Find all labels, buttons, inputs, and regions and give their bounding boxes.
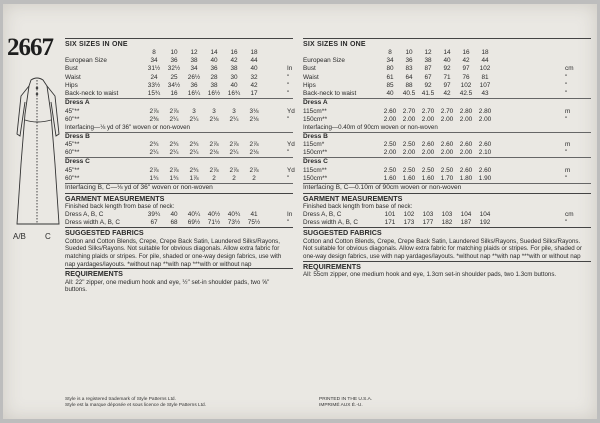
- row-label: Dress A, B, C: [303, 210, 342, 218]
- value-cell: 36: [405, 57, 413, 65]
- value-cell: 2¼: [189, 149, 199, 157]
- unit-label: m: [565, 166, 571, 174]
- value-cell: 31½: [147, 65, 161, 73]
- dress-heading: Dress A: [303, 98, 591, 108]
- value-cell: 2⅞: [229, 141, 239, 149]
- metric-column: [303, 38, 591, 279]
- suggested-fabrics-title: SUGGESTED FABRICS: [303, 227, 591, 238]
- value-cell: 2⅞: [249, 141, 259, 149]
- value-cell: 3: [232, 107, 236, 115]
- size-cell: 18: [250, 49, 258, 56]
- value-cell: 2.60: [459, 141, 473, 149]
- value-cell: 102: [460, 81, 472, 89]
- value-cell: 2⅞: [149, 107, 159, 115]
- yardage-row: [303, 167, 591, 175]
- suggested-fabrics-text: Cotton and Cotton Blends, Crepe, Crepe Back Satin, Laundered Silks/Rayons, Sueded Silks/Rayons. Not suitable for obvious diagonals. Allow extra fabric for matching plaids or stripes. For pile, shaded or one-way design fabrics, use with nap yardages/layouts. *without nap **with nap ***with or without nap: [303, 237, 582, 260]
- garment-row: [65, 219, 293, 227]
- row-label: 115cm*: [303, 141, 325, 149]
- value-cell: 102: [403, 210, 415, 218]
- value-cell: 3: [192, 107, 196, 115]
- garment-row: [303, 211, 591, 219]
- value-cell: 2.00: [383, 149, 397, 157]
- value-cell: 16½: [207, 89, 221, 97]
- value-cell: 2.00: [383, 115, 397, 123]
- interfacing-bc: Interfacing B, C—⅛ yd of 36" woven or non-woven: [65, 183, 293, 193]
- value-cell: 2: [212, 175, 216, 183]
- interfacing-note: Interfacing—0.40m of 90cm woven or non-woven: [303, 124, 438, 131]
- value-cell: 2⅜: [149, 115, 159, 123]
- size-row: [303, 49, 591, 57]
- value-cell: 2.00: [421, 115, 435, 123]
- unit-label: m: [565, 141, 571, 149]
- row-label: Bust: [303, 65, 316, 73]
- row-label: 150cm**: [303, 115, 328, 123]
- value-cell: 85: [386, 81, 394, 89]
- yardage-row: [303, 175, 591, 183]
- view-label-ab: A/B: [13, 232, 26, 241]
- yardage-row: [65, 167, 293, 175]
- value-cell: 2.50: [402, 166, 416, 174]
- pattern-number: 2667: [7, 34, 53, 61]
- value-cell: 38: [190, 57, 198, 65]
- unit-label: Yd: [287, 166, 295, 174]
- value-cell: 2⅞: [209, 141, 219, 149]
- value-cell: 2⅛: [249, 115, 259, 123]
- value-cell: 40: [250, 65, 258, 73]
- size-cell: 10: [170, 49, 178, 56]
- body-measurement-row: [65, 90, 293, 98]
- value-cell: 2.00: [478, 115, 492, 123]
- value-cell: 38: [424, 57, 432, 65]
- unit-label: Yd: [287, 141, 295, 149]
- yardage-row: [65, 175, 293, 183]
- value-cell: 2.10: [478, 149, 492, 157]
- value-cell: 68: [170, 219, 178, 227]
- row-label: Waist: [303, 73, 319, 81]
- unit-label: ": [287, 89, 290, 97]
- unit-label: ": [565, 219, 568, 227]
- unit-label: ": [287, 73, 290, 81]
- value-cell: 2¾: [189, 166, 199, 174]
- value-cell: 75½: [247, 219, 261, 227]
- value-cell: 34: [190, 65, 198, 73]
- value-cell: 2¾: [149, 141, 159, 149]
- value-cell: 44: [250, 57, 258, 65]
- value-cell: 25: [170, 73, 178, 81]
- value-cell: 2.00: [402, 115, 416, 123]
- row-label: 150cm**: [303, 175, 328, 183]
- value-cell: 2.00: [421, 149, 435, 157]
- value-cell: 2¼: [169, 115, 179, 123]
- size-header: [303, 38, 591, 49]
- row-label: Bust: [65, 65, 78, 73]
- body-measurement-row: [65, 74, 293, 82]
- body-measurement-row: [65, 82, 293, 90]
- value-cell: 2⅛: [249, 149, 259, 157]
- value-cell: 1.60: [421, 175, 435, 183]
- size-cell: 16: [230, 49, 238, 56]
- unit-label: ": [565, 175, 568, 183]
- value-cell: 24: [150, 73, 158, 81]
- value-cell: 32: [250, 73, 258, 81]
- unit-label: ": [565, 89, 568, 97]
- value-cell: 173: [403, 219, 415, 227]
- value-cell: 44: [481, 57, 489, 65]
- yardage-row: [65, 108, 293, 116]
- value-cell: 2.50: [402, 141, 416, 149]
- dress-heading: Dress B: [303, 132, 591, 142]
- value-cell: 103: [441, 210, 453, 218]
- size-cell: 12: [424, 49, 432, 56]
- imperial-column: [65, 38, 293, 294]
- view-label-c: C: [45, 232, 51, 241]
- yardage-row: [65, 141, 293, 149]
- value-cell: 2.50: [421, 166, 435, 174]
- value-cell: 2¼: [229, 115, 239, 123]
- body-measurement-row: [303, 74, 591, 82]
- body-measurement-row: [303, 82, 591, 90]
- value-cell: 2⅞: [169, 166, 179, 174]
- value-cell: 2¼: [149, 149, 159, 157]
- value-cell: 71: [443, 73, 451, 81]
- row-label: 60"**: [65, 175, 80, 183]
- requirements-title: REQUIREMENTS: [303, 261, 591, 272]
- value-cell: 67: [150, 219, 158, 227]
- value-cell: 2.60: [459, 166, 473, 174]
- value-cell: 2.60: [478, 141, 492, 149]
- size-cell: 10: [405, 49, 413, 56]
- requirements-text: All: 22" zipper, one medium hook and eye, ½" set-in shoulder pads, two ⅝" buttons.: [65, 278, 270, 294]
- value-cell: 42: [443, 89, 451, 97]
- size-cell: 8: [388, 49, 392, 56]
- value-cell: 1.60: [383, 175, 397, 183]
- value-cell: 2.50: [383, 141, 397, 149]
- value-cell: 36: [170, 57, 178, 65]
- value-cell: 2.00: [402, 149, 416, 157]
- value-cell: 2⅞: [169, 107, 179, 115]
- value-cell: 2⅛: [209, 115, 219, 123]
- value-cell: 1¾: [169, 175, 179, 183]
- value-cell: 42: [250, 81, 258, 89]
- trademark-line-2: Style est la marque déposée et sous licence de Style Patterns Ltd.: [65, 403, 207, 408]
- value-cell: 41.5: [421, 89, 435, 97]
- value-cell: 2.00: [459, 149, 473, 157]
- value-cell: 43: [481, 89, 489, 97]
- printed-line-2: IMPRIMÉ AUX É.-U.: [319, 403, 363, 408]
- interfacing-bc: Interfacing B, C—0.10m of 90cm woven or non-woven: [303, 183, 591, 193]
- value-cell: 40.5: [402, 89, 416, 97]
- unit-label: In: [287, 210, 293, 218]
- value-cell: 102: [479, 65, 491, 73]
- unit-label: ": [565, 81, 568, 89]
- value-cell: 34½: [167, 81, 181, 89]
- value-cell: 61: [386, 73, 394, 81]
- value-cell: 83: [405, 65, 413, 73]
- value-cell: 2¼: [169, 149, 179, 157]
- row-label: Back-neck to waist: [303, 89, 357, 97]
- unit-label: cm: [565, 65, 574, 73]
- size-row: [65, 49, 293, 57]
- yardage-row: [303, 108, 591, 116]
- value-cell: 40: [170, 210, 178, 218]
- value-cell: 2.70: [440, 107, 454, 115]
- value-cell: 67: [424, 73, 432, 81]
- value-cell: 40¾: [227, 210, 241, 218]
- value-cell: 32½: [167, 65, 181, 73]
- body-measurement-row: [303, 57, 591, 65]
- unit-label: Yd: [287, 107, 295, 115]
- value-cell: 97: [462, 65, 470, 73]
- row-label: 45"**: [65, 107, 80, 115]
- dress-heading: Dress B: [65, 132, 293, 142]
- unit-label: In: [287, 65, 293, 73]
- value-cell: 1.80: [459, 175, 473, 183]
- value-cell: 17: [250, 89, 258, 97]
- value-cell: 26½: [187, 73, 201, 81]
- value-cell: 69½: [187, 219, 201, 227]
- value-cell: 177: [422, 219, 434, 227]
- value-cell: 1.90: [478, 175, 492, 183]
- suggested-fabrics-title: SUGGESTED FABRICS: [65, 227, 293, 238]
- value-cell: 2.70: [402, 107, 416, 115]
- row-label: Hips: [303, 81, 316, 89]
- row-label: Dress A, B, C: [65, 210, 104, 218]
- unit-label: ": [287, 149, 290, 157]
- row-label: 45"**: [65, 166, 80, 174]
- section-title: SIX SIZES IN ONE: [303, 41, 366, 48]
- value-cell: 104: [479, 210, 491, 218]
- value-cell: 34: [386, 57, 394, 65]
- size-cell: 18: [481, 49, 489, 56]
- dress-line-drawing: [11, 74, 63, 234]
- value-cell: 2.80: [459, 107, 473, 115]
- value-cell: 2⅞: [229, 166, 239, 174]
- value-cell: 71½: [207, 219, 221, 227]
- row-label: Waist: [65, 73, 81, 81]
- yardage-row: [303, 149, 591, 157]
- row-label: 115cm**: [303, 107, 327, 115]
- size-header: [65, 38, 293, 49]
- row-label: 45"**: [65, 141, 80, 149]
- yardage-row: [303, 116, 591, 124]
- row-label: 60"**: [65, 149, 80, 157]
- garment-intro: Finished back length from base of neck:: [65, 203, 175, 211]
- value-cell: 2.60: [421, 141, 435, 149]
- value-cell: 187: [460, 219, 472, 227]
- value-cell: 34: [150, 57, 158, 65]
- unit-label: ": [565, 115, 568, 123]
- value-cell: 15¾: [147, 89, 161, 97]
- unit-label: ": [287, 81, 290, 89]
- value-cell: 2.60: [478, 166, 492, 174]
- yardage-row: [303, 141, 591, 149]
- pattern-envelope-back: [3, 4, 597, 419]
- value-cell: 2.60: [440, 141, 454, 149]
- value-cell: 2: [232, 175, 236, 183]
- value-cell: 16: [170, 89, 178, 97]
- value-cell: 28: [210, 73, 218, 81]
- value-cell: 42: [462, 57, 470, 65]
- value-cell: 3: [212, 107, 216, 115]
- unit-label: m: [565, 107, 571, 115]
- value-cell: 33½: [147, 81, 161, 89]
- value-cell: 2¼: [229, 149, 239, 157]
- size-cell: 16: [462, 49, 470, 56]
- value-cell: 40: [230, 81, 238, 89]
- value-cell: 42.5: [459, 89, 473, 97]
- value-cell: 1¾: [149, 175, 159, 183]
- printed-line-1: PRINTED IN THE U.S.A.: [319, 397, 373, 402]
- value-cell: 2⅞: [249, 166, 259, 174]
- yardage-row: [65, 149, 293, 157]
- dress-heading: Dress C: [65, 157, 293, 167]
- requirements-title: REQUIREMENTS: [65, 268, 293, 279]
- value-cell: 192: [479, 219, 491, 227]
- value-cell: 16¼: [187, 89, 201, 97]
- row-label: European Size: [303, 57, 345, 65]
- value-cell: 104: [460, 210, 472, 218]
- value-cell: 40¼: [187, 210, 201, 218]
- value-cell: 1.70: [440, 175, 454, 183]
- unit-label: ": [565, 149, 568, 157]
- value-cell: 73½: [227, 219, 241, 227]
- value-cell: 16¾: [227, 89, 241, 97]
- value-cell: 30: [230, 73, 238, 81]
- section-title: SIX SIZES IN ONE: [65, 41, 128, 48]
- value-cell: 2¾: [189, 141, 199, 149]
- row-label: European Size: [65, 57, 107, 65]
- value-cell: 92: [443, 65, 451, 73]
- dress-heading: Dress A: [65, 98, 293, 108]
- dress-heading: Dress C: [303, 157, 591, 167]
- value-cell: 171: [384, 219, 396, 227]
- value-cell: 40½: [207, 210, 221, 218]
- size-cell: 14: [443, 49, 451, 56]
- value-cell: 40: [443, 57, 451, 65]
- value-cell: 2.00: [440, 115, 454, 123]
- unit-label: ": [287, 115, 290, 123]
- value-cell: 97: [443, 81, 451, 89]
- row-label: Hips: [65, 81, 78, 89]
- interfacing-note: Interfacing—⅛ yd of 36" woven or non-woven: [65, 124, 190, 131]
- value-cell: 81: [481, 73, 489, 81]
- row-label: 60"**: [65, 115, 80, 123]
- value-cell: 2.00: [440, 149, 454, 157]
- value-cell: 2.50: [440, 166, 454, 174]
- row-label: 115cm**: [303, 166, 327, 174]
- value-cell: 2.60: [383, 107, 397, 115]
- value-cell: 88: [405, 81, 413, 89]
- row-label: Dress width A, B, C: [65, 219, 121, 227]
- value-cell: 103: [422, 210, 434, 218]
- trademark-notice: [65, 397, 206, 409]
- row-label: Dress width A, B, C: [303, 219, 359, 227]
- garment-measurements-title: GARMENT MEASUREMENTS: [303, 193, 591, 204]
- body-measurement-row: [65, 65, 293, 73]
- value-cell: 101: [384, 210, 396, 218]
- trademark-line-1: Style is a registered trademark of Style Patterns Ltd.: [65, 397, 176, 402]
- value-cell: 40: [386, 89, 394, 97]
- value-cell: 2⅞: [149, 166, 159, 174]
- size-cell: 8: [152, 49, 156, 56]
- value-cell: 2⅛: [209, 149, 219, 157]
- unit-label: cm: [565, 210, 574, 218]
- yardage-row: [65, 116, 293, 124]
- value-cell: 87: [424, 65, 432, 73]
- printed-notice: [319, 397, 372, 409]
- unit-label: ": [565, 73, 568, 81]
- garment-intro: Finished back length from base of neck:: [303, 203, 413, 211]
- value-cell: 40: [210, 57, 218, 65]
- value-cell: 1.60: [402, 175, 416, 183]
- garment-row: [65, 211, 293, 219]
- value-cell: 2¼: [189, 115, 199, 123]
- unit-label: ": [287, 175, 290, 183]
- value-cell: 2¾: [169, 141, 179, 149]
- value-cell: 2.80: [478, 107, 492, 115]
- row-label: 150cm**: [303, 149, 328, 157]
- value-cell: 41: [250, 210, 258, 218]
- value-cell: 80: [386, 65, 394, 73]
- value-cell: 2⅞: [209, 166, 219, 174]
- value-cell: 92: [424, 81, 432, 89]
- value-cell: 64: [405, 73, 413, 81]
- value-cell: 42: [230, 57, 238, 65]
- value-cell: 38: [210, 81, 218, 89]
- garment-measurements-title: GARMENT MEASUREMENTS: [65, 193, 293, 204]
- size-cell: 14: [210, 49, 218, 56]
- value-cell: 36: [190, 81, 198, 89]
- row-label: Back-neck to waist: [65, 89, 119, 97]
- value-cell: 1⅞: [189, 175, 199, 183]
- value-cell: 2.50: [383, 166, 397, 174]
- value-cell: 2.70: [421, 107, 435, 115]
- body-measurement-row: [303, 90, 591, 98]
- value-cell: 76: [462, 73, 470, 81]
- value-cell: 36: [210, 65, 218, 73]
- unit-label: ": [287, 219, 290, 227]
- body-measurement-row: [303, 65, 591, 73]
- value-cell: 107: [479, 81, 491, 89]
- value-cell: 38: [230, 65, 238, 73]
- requirements-text: All: 55cm zipper, one medium hook and eye, 1.3cm set-in shoulder pads, two 1.3cm buttons.: [303, 271, 557, 279]
- value-cell: 39¾: [147, 210, 161, 218]
- value-cell: 3⅛: [249, 107, 259, 115]
- garment-row: [303, 219, 591, 227]
- value-cell: 2.00: [459, 115, 473, 123]
- value-cell: 182: [441, 219, 453, 227]
- size-cell: 12: [190, 49, 198, 56]
- suggested-fabrics-text: Cotton and Cotton Blends, Crepe, Crepe Back Satin, Laundered Silks/Rayons, Sueded Silks/Rayons. Not suitable for obvious diagonals. Allow extra fabric for matching plaids or stripes. For pile, shaded or one-way design fabrics, use with nap yardages/layouts. *without nap **with nap ***with or without nap: [65, 237, 282, 268]
- value-cell: 2: [252, 175, 256, 183]
